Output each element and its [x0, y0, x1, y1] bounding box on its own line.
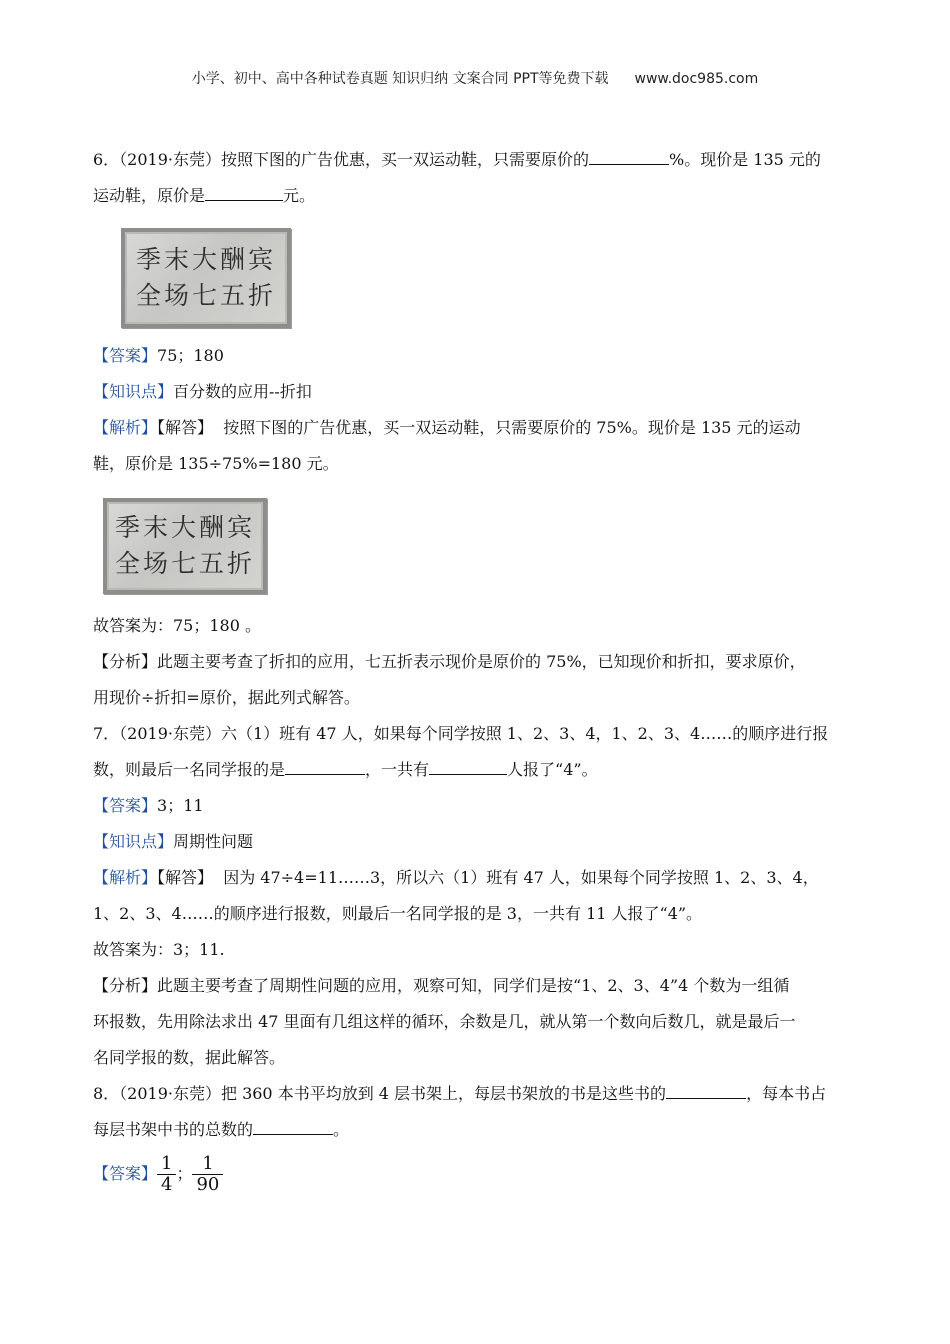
- q7-solution: 【解析】【解答】 因为 47÷4=11……3，所以六（1）班有 47 人，如果每个同学按照 1、2、3、4， 1、2、3、4……的顺序进行报数，则最后一名同学报的是 3，一共有 11 人报了“4”。: [93, 868, 819, 923]
- q8-stem: 8．（2019·东莞）把 360 本书平均放到 4 层书架上，每层书架放的书是这些书的 ，每本书占 每层书架中书的总数的 。: [93, 1076, 859, 1148]
- header-slogan: 小学、初中、高中各种试卷真题 知识归纳 文案合同 PPT等免费下载: [191, 71, 609, 87]
- page-header: [0, 68, 950, 88]
- q6-answer: 【答案】75；180: [93, 346, 224, 365]
- q7-stem: 7．（2019·东莞）六（1）班有 47 人，如果每个同学按照 1、2、3、4，1、2、3、4……的顺序进行报 数，则最后一名同学报的是 ，一共有 人报了“4”。: [93, 724, 829, 779]
- document-body: [93, 142, 859, 1195]
- q6-final-answer: 故答案为：75；180 。: [93, 616, 261, 635]
- q6-blank-2: [205, 182, 283, 201]
- q8-blank-2: [253, 1116, 333, 1135]
- q7-final-answer: 故答案为：3；11.: [93, 940, 225, 959]
- q8-blank-1: [666, 1080, 746, 1099]
- q6-solution: 【解析】【解答】 按照下图的广告优惠，买一双运动鞋，只需要原价的 75%。现价是 135 元的运动 鞋，原价是 135÷75%=180 元。: [93, 418, 801, 473]
- q6-blank-1: [589, 146, 669, 165]
- q6-stem: 6．（2019·东莞）按照下图的广告优惠，买一双运动鞋，只需要原价的 %。现价是 135 元的 运动鞋，原价是 元。: [93, 142, 859, 214]
- promo-sign-image: 季末大酬宾 全场七五折: [103, 498, 267, 594]
- q8-answer: 【答案】 $\frac{1}{4}$ ； $\frac{1}{90}$: [93, 1154, 859, 1195]
- header-website: www.doc985.com: [634, 71, 759, 87]
- q7-knowledge: 【知识点】周期性问题: [93, 832, 254, 851]
- fraction-one-quarter: $\frac{1}{4}$: [159, 1154, 174, 1195]
- fraction-one-ninetieth: $\frac{1}{90}$: [194, 1154, 221, 1195]
- q6-knowledge: 【知识点】百分数的应用--折扣: [93, 382, 312, 401]
- q7-review: 【分析】此题主要考查了周期性问题的应用，观察可知，同学们是按“1、2、3、4”4 个数为一组循 环报数，先用除法求出 47 里面有几组这样的循环，余数是几，就从第一个数向后数几，就是最后一 名同学报的数，据此解答。: [93, 976, 796, 1067]
- q7-blank-1: [285, 756, 365, 775]
- q6-review: 【分析】此题主要考查了折扣的应用，七五折表示现价是原价的 75%，已知现价和折扣，要求原价， 用现价÷折扣=原价，据此列式解答。: [93, 652, 806, 707]
- q7-answer: 【答案】3；11: [93, 796, 204, 815]
- q7-blank-2: [429, 756, 507, 775]
- promo-sign-image: 季末大酬宾 全场七五折: [121, 228, 291, 328]
